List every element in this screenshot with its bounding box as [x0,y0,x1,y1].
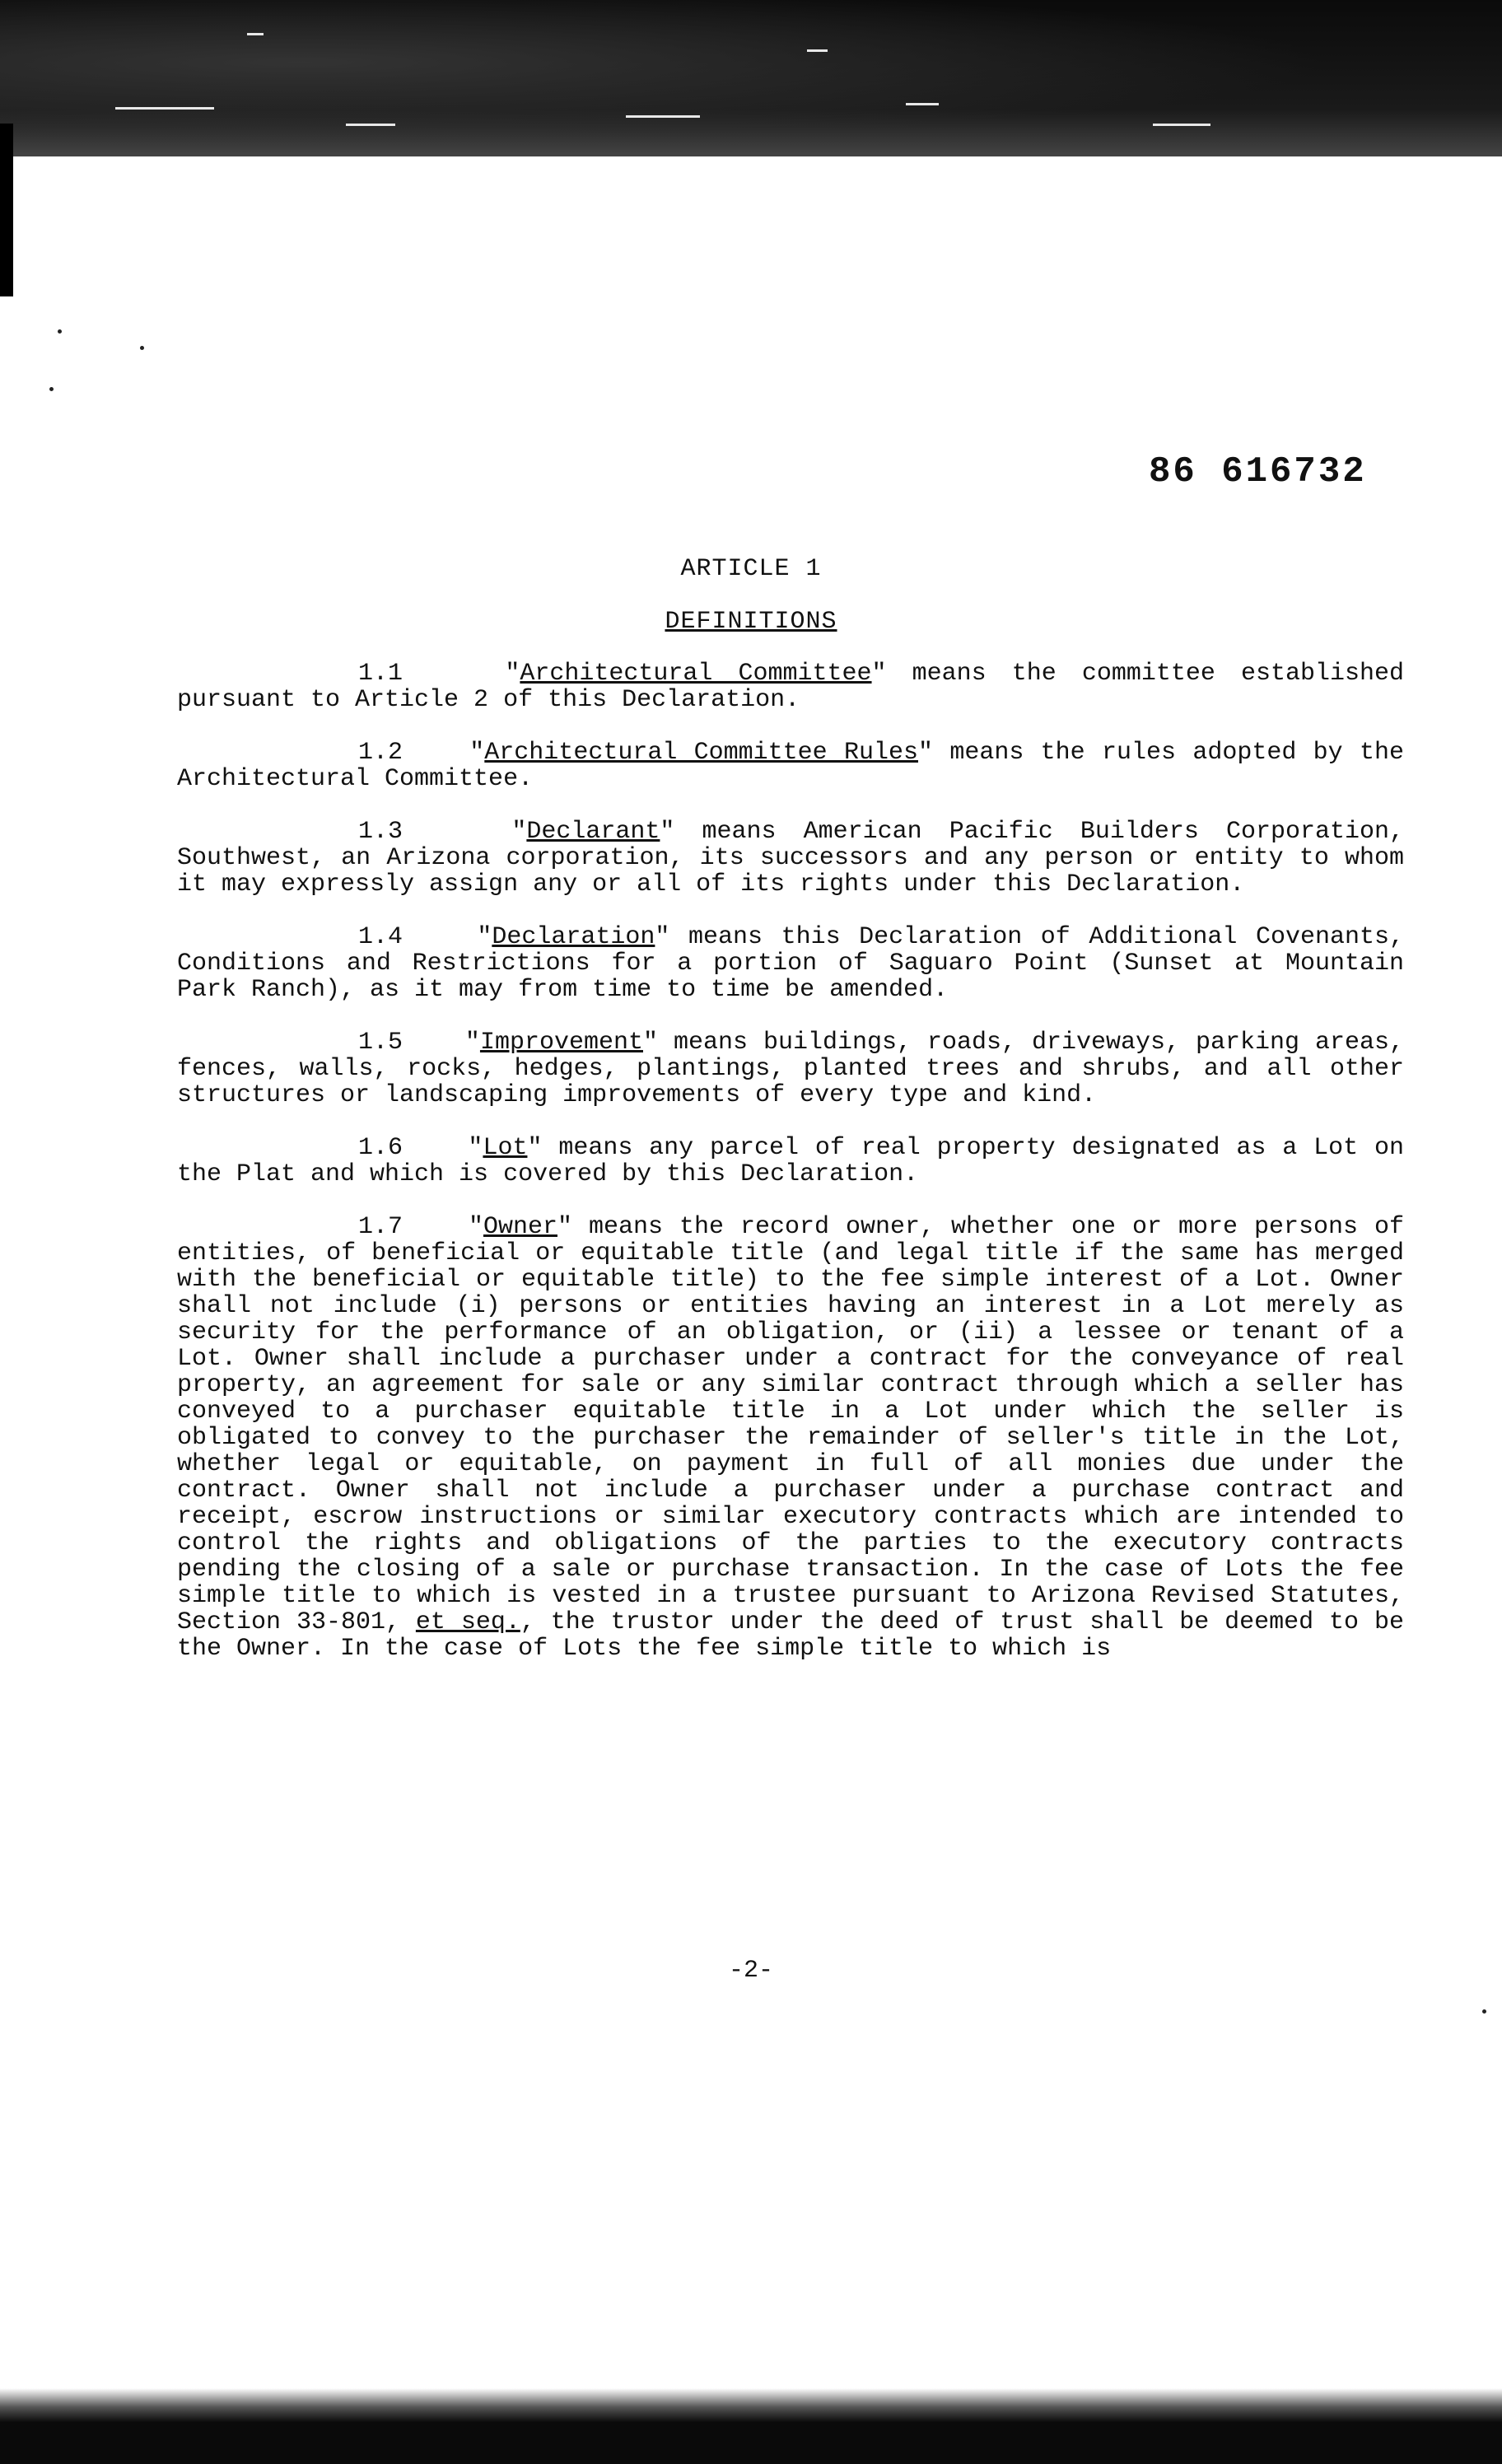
defined-term: Declarant [526,818,660,846]
scan-speck [58,329,62,334]
scan-speck [49,387,54,391]
defined-term: Architectural Committee [520,660,872,688]
et-seq: et seq. [415,1608,520,1636]
definitions-body [177,660,1404,1688]
scan-left-edge [0,124,13,296]
definition-1-3: 1.3 "Declarant" means American Pacific Builders Corporation, Southwest, an Arizona corporation, its successors and any person or entity to whom it may expressly assign any or all of its rights under this Declaration. [177,818,1404,898]
article-title: ARTICLE 1 [680,555,822,583]
scan-speck [140,346,144,350]
page-number: -2- [728,1957,773,1985]
definition-1-4: 1.4 "Declaration" means this Declaration of Additional Covenants, Conditions and Restrictions for a portion of Saguaro Point (Sunset at Mountain Park Ranch), as it may from time to time be amended. [177,923,1405,1004]
definition-1-2: 1.2 "Architectural Committee Rules" means the rules adopted by the Architectural Committee. [177,739,1405,793]
scan-speck [1482,2009,1486,2014]
scan-top-border [0,0,1502,156]
section-title: DEFINITIONS [665,608,837,636]
definition-1-1: 1.1 "Architectural Committee" means the committee established pursuant to Article 2 of this Declaration. [177,660,1404,714]
definition-1-5: 1.5 "Improvement" means buildings, roads, driveways, parking areas, fences, walls, rocks, hedges, plantings, planted trees and shrubs, and all other structures or landscaping improvements of every type and kind. [177,1029,1404,1109]
defined-term: Declaration [492,923,655,951]
defined-term: Owner [483,1213,557,1241]
recording-number: 86 616732 [1149,451,1367,492]
definition-1-6: 1.6 "Lot" means any parcel of real property designated as a Lot on the Plat and which is covered by this Declaration. [177,1134,1404,1188]
definition-1-7: 1.7 "Owner" means the record owner, whether one or more persons of entities, of beneficial or equitable title (and legal title if the same has merged with the beneficial or equitable title) to the fee simple interest of a Lot. Owner shall not include (i) persons or entities having an interest in a Lot merely as security for the performance of an obligation, or (ii) a lessee or tenant of a Lot. Owner shall include a purchaser under a contract for the conveyance of real property, an agreement for sale or any similar contract through which a seller has conveyed to a purchaser equitable title in a Lot under which the seller is obligated to convey to the purchaser the remainder of seller's title in the Lot, whether legal or equitable, on payment in full of all monies due under the contract. Owner shall not include a purchaser under a purchase contract and receipt, escrow instructions or similar executory contracts which are intended to control the rights and obligations of the parties to the executory contracts pending the closing of a sale or purchase transaction. In the case of Lots the fee simple title to which is vested in a trustee pursuant to Arizona Revised Statutes, Section 33-801, et seq., the trustor under the deed of trust shall be deemed to be the Owner. In the case of Lots the fee simple title to which is [177,1213,1404,1663]
scan-bottom-border [0,2388,1502,2464]
defined-term: Improvement [479,1029,643,1057]
defined-term: Lot [483,1134,528,1162]
defined-term: Architectural Committee Rules [484,739,919,767]
